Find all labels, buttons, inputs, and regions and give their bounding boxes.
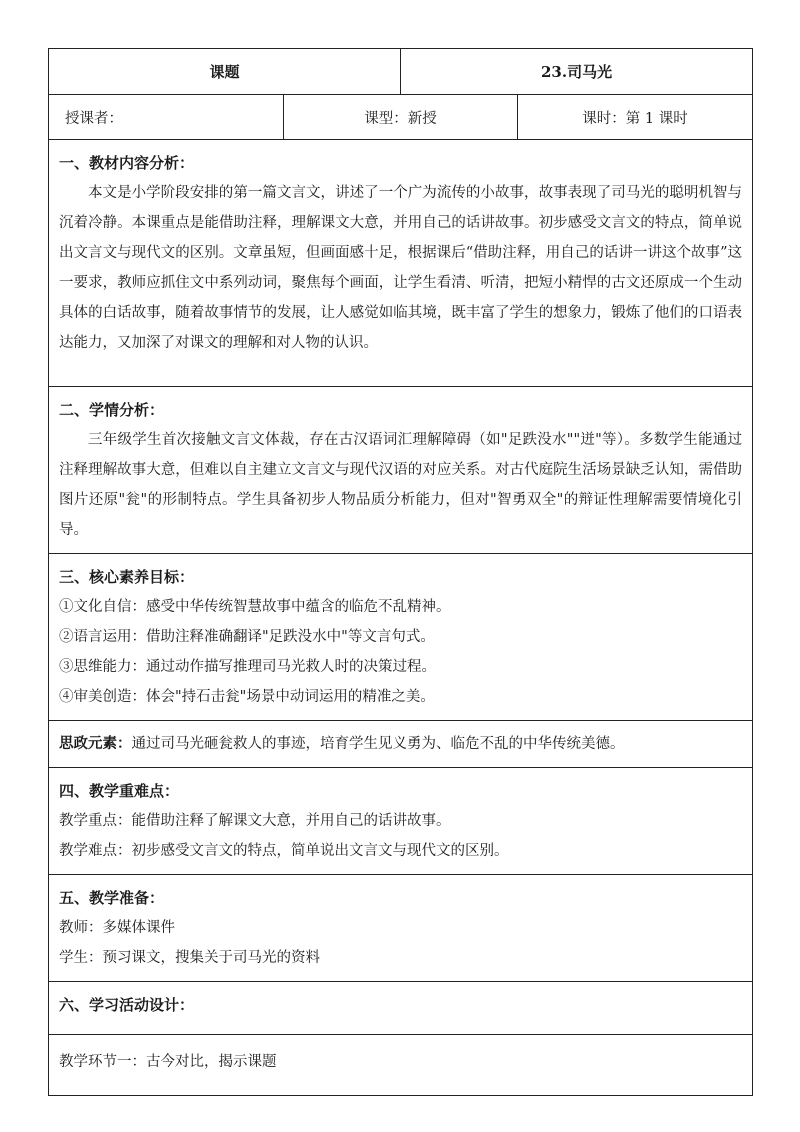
activity-step-1: 教学环节一：古今对比，揭示课题: [59, 1054, 277, 1070]
ideology-text: 通过司马光砸瓮救人的事迹，培育学生见义勇为、临危不乱的中华传统美德。: [131, 736, 625, 752]
header-row: [49, 49, 753, 95]
meta-row: [49, 95, 753, 140]
material-section: [49, 140, 753, 387]
topic-value: 23.司马光: [401, 49, 753, 95]
ideology-section: [49, 721, 753, 768]
students-text: 三年级学生首次接触文言文体裁，存在古汉语词汇理解障碍（如"足跌没水""迸"等）。多数学生能通过注释理解故事大意，但难以自主建立文言文与现代汉语的对应关系。对古代庭院生活场景缺乏认知，需借助图片还原"瓮"的形制特点。学生具备初步人物品质分析能力，但对"智勇双全"的辩证性理解需要情境化引导。: [59, 432, 743, 538]
key-points-title: 四、教学重难点：: [59, 782, 180, 800]
goal-item: ②语言运用：借助注释准确翻译"足跌没水中"等文言句式。: [59, 629, 435, 645]
key-points-section: [49, 768, 753, 875]
period-cell: 课时：第 1 课时: [518, 95, 753, 140]
preparation-item: 教师：多媒体课件: [59, 920, 175, 936]
goals-section: [49, 554, 753, 721]
goal-item: ①文化自信：感受中华传统智慧故事中蕴含的临危不乱精神。: [59, 599, 451, 615]
goal-item: ④审美创造：体会"持石击瓮"场景中动词运用的精准之美。: [59, 689, 435, 705]
students-section: [49, 387, 753, 554]
ideology-title: 思政元素：: [59, 735, 132, 752]
preparation-title: 五、教学准备：: [59, 889, 165, 907]
lesson-plan-table: [48, 48, 753, 1096]
activity-step-row: [49, 1035, 753, 1096]
material-title: 一、教材内容分析：: [59, 154, 195, 172]
key-point-item: 教学重点：能借助注释了解课文大意，并用自己的话讲故事。: [59, 813, 451, 829]
preparation-item: 学生：预习课文，搜集关于司马光的资料: [59, 950, 320, 966]
teacher-cell: 授课者：: [49, 95, 284, 140]
students-title: 二、学情分析：: [59, 401, 165, 419]
key-point-item: 教学难点：初步感受文言文的特点，简单说出文言文与现代文的区别。: [59, 843, 509, 859]
preparation-section: [49, 875, 753, 982]
topic-label: 课题: [49, 49, 401, 95]
material-text: 本文是小学阶段安排的第一篇文言文，讲述了一个广为流传的小故事，故事表现了司马光的聪明机智与沉着冷静。本课重点是能借助注释，理解课文大意，并用自己的话讲故事。初步感受文言文的特点，简单说出文言文与现代文的区别。文章虽短，但画面感十足，根据课后“借助注释，用自己的话讲一讲这个故事”这一要求，教师应抓住文中系列动词，聚焦每个画面，让学生看清、听清，把短小精悍的古文还原成一个生动具体的白话故事，随着故事情节的发展，让人感觉如临其境，既丰富了学生的想象力，锻炼了他们的口语表达能力，又加深了对课文的理解和对人物的认识。: [59, 185, 743, 351]
lesson-type-cell: 课型：新授: [284, 95, 518, 140]
activities-title-row: [49, 982, 753, 1035]
goals-title: 三、核心素养目标：: [59, 568, 195, 586]
lesson-plan: [48, 48, 752, 1096]
activities-title: 六、学习活动设计：: [59, 996, 195, 1014]
goal-item: ③思维能力：通过动作描写推理司马光救人时的决策过程。: [59, 659, 436, 675]
